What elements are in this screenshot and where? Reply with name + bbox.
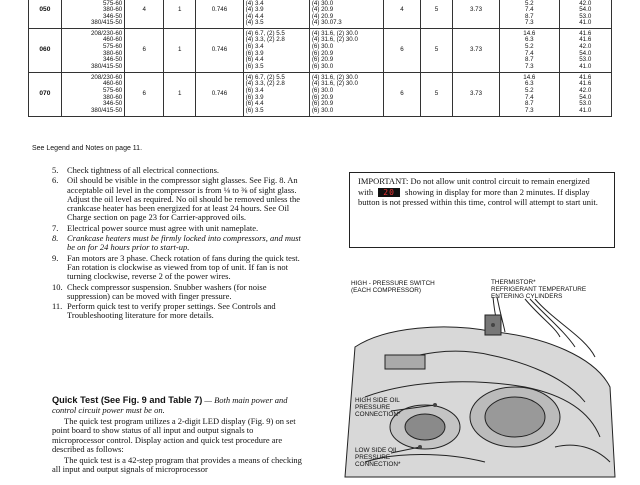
table-cell-f1: [500, 73, 559, 117]
table-cell-line: (4) 3.3, (2) 2.8: [245, 36, 285, 44]
label-low-side-oil: LOW SIDE OIL PRESSURE CONNECTION*: [355, 447, 401, 468]
table-cell-line: 14.6: [523, 73, 536, 81]
table-cell-model: 050: [29, 0, 62, 29]
table-cell-line: (6) 20.9: [311, 100, 334, 108]
table-cell-c3: 0.746: [196, 29, 243, 73]
table-cell-line: 5.2: [524, 0, 534, 7]
table-cell-line: (4) 31.6, (2) 30.0: [311, 36, 358, 44]
table-cell-line: (6) 20.9: [311, 49, 334, 57]
checklist-item-number: 11.: [52, 301, 63, 312]
table-cell-c2: 1: [164, 29, 196, 73]
table-cell-line: 41.0: [579, 62, 592, 70]
quick-test-subtitle: — Both main power and control circuit power must be on.: [52, 395, 288, 415]
table-cell-line: (4) 3.3, (2) 2.8: [245, 80, 285, 88]
important-text-a: IMPORTANT: Do not allow unit control circuit to remain energized with: [358, 176, 590, 197]
table-cell-line: 380-60: [102, 49, 123, 57]
table-cell-c5: 5: [421, 29, 453, 73]
table-cell-line: 7.3: [524, 19, 534, 27]
table-cell-model: 070: [29, 73, 62, 117]
table-cell-line: (4) 6.7, (2) 5.5: [245, 29, 285, 37]
table-cell-line: 7.3: [524, 106, 534, 114]
electrical-data-table: [28, 0, 612, 117]
table-cell-f1: [500, 0, 559, 29]
checklist-item-number: 7.: [52, 222, 59, 233]
important-text-b: showing in display for more than 2 minutes. If display button is not pressed within this time, control will attempt to start unit.: [358, 186, 598, 208]
table-cell-line: 380/415-50: [90, 62, 123, 70]
quick-test-heading: [52, 396, 307, 415]
table-cell-line: (6) 30.0: [311, 106, 334, 114]
checklist-item-number: 5.: [52, 165, 59, 175]
table-cell-line: (6) 3.4: [245, 42, 264, 50]
table-cell-c4: 6: [383, 29, 420, 73]
table-cell-line: 8.7: [524, 56, 534, 64]
table-cell-line: (4) 3.9: [245, 6, 264, 14]
table-cell-line: (4) 30.0: [311, 0, 334, 7]
label-high-side-oil: HIGH SIDE OIL PRESSURE CONNECTION*: [355, 397, 401, 418]
quick-test-paragraph-2: The quick test is a 42-step program that provides a means of checking all input and output signals of microprocessor: [52, 455, 302, 475]
table-cell-line: 8.7: [524, 100, 534, 108]
table-cell-fla: [243, 0, 309, 29]
table-cell-c6: 3.73: [452, 73, 499, 117]
table-cell-c5: 5: [421, 0, 453, 29]
table-cell-line: (6) 3.5: [245, 106, 264, 114]
table-cell-f2: [559, 73, 611, 117]
table-cell-line: (4) 31.6, (2) 30.0: [311, 73, 358, 81]
checklist-item-text: Oil should be visible in the compressor sight glasses. See Fig. 8. An acceptable oil level in the compressor is from ⅛ to ⅜ of sight glass. Adjust the oil level as required. No oil should be removed unless the crankcase heater has been energized for at least 24 hours. See Oil Charge section on page 23 for Carrier-approved oils.: [67, 175, 300, 223]
table-cell-c3: 0.746: [196, 73, 243, 117]
table-cell-line: 41.0: [579, 106, 592, 114]
table-cell-line: (6) 4.4: [245, 56, 264, 64]
table-cell-line: 346-50: [102, 100, 123, 108]
table-cell-voltages: [61, 29, 124, 73]
table-row: [29, 0, 612, 29]
table-cell-c1: 6: [125, 73, 164, 117]
table-cell-line: (6) 3.9: [245, 49, 264, 57]
important-notice-box: [349, 172, 615, 248]
table-cell-c2: 1: [164, 73, 196, 117]
table-cell-line: (4) 20.9: [311, 6, 334, 14]
table-cell-line: 41.6: [579, 73, 592, 81]
table-cell-line: 575-60: [102, 86, 123, 94]
table-cell-lra: [309, 29, 383, 73]
table-cell-line: (6) 30.0: [311, 62, 334, 70]
table-cell-line: (4) 4.4: [245, 12, 264, 20]
table-cell-line: (6) 20.9: [311, 93, 334, 101]
table-cell-line: (6) 3.9: [245, 93, 264, 101]
table-cell-line: 41.0: [579, 19, 592, 27]
table-cell-line: 8.7: [524, 12, 534, 20]
table-cell-line: 41.6: [579, 29, 592, 37]
table-cell-line: 460-60: [102, 80, 123, 88]
table-cell-line: (4) 3.4: [245, 0, 264, 7]
table-cell-line: 7.4: [524, 93, 534, 101]
table-row: [29, 73, 612, 117]
checklist-item-text: Fan motors are 3 phase. Check rotation of fans during the quick test. Fan rotation is clockwise as viewed from top of unit. If fan is not turning clockwise, reverse 2 of the power wires.: [67, 252, 300, 282]
table-cell-fla: [243, 73, 309, 117]
table-cell-line: 7.4: [524, 49, 534, 57]
table-cell-line: 41.6: [579, 80, 592, 88]
table-cell-c4: 4: [383, 0, 420, 29]
checklist-item: [52, 176, 307, 222]
table-cell-line: 42.0: [579, 86, 592, 94]
quick-test-paragraph-1: The quick test program utilizes a 2-digit LED display (Fig. 9) on set point board to show status of all input and output signals to microprocessor control. Display action and quick test procedure are described as follows:: [52, 416, 296, 454]
table-cell-line: (4) 30.07.3: [311, 19, 342, 27]
table-cell-line: (6) 4.4: [245, 100, 264, 108]
table-cell-line: 7.3: [524, 62, 534, 70]
table-cell-line: 460-60: [102, 36, 123, 44]
checklist-item: [52, 234, 307, 253]
table-cell-lra: [309, 0, 383, 29]
table-cell-model: 060: [29, 29, 62, 73]
table-cell-f1: [500, 29, 559, 73]
table-cell-c5: 5: [421, 73, 453, 117]
table-cell-line: 6.3: [524, 80, 534, 88]
table-cell-voltages: [61, 73, 124, 117]
checklist-item-number: 9.: [52, 252, 59, 263]
checklist-item-text: Check tightness of all electrical connections.: [67, 165, 220, 175]
table-cell-line: 54.0: [579, 6, 592, 14]
label-thermistor: THERMISTOR* REFRIGERANT TEMPERATURE ENTERING CYLINDERS: [491, 279, 587, 300]
table-cell-c1: 4: [125, 0, 164, 29]
checklist-item-text: Check compressor suspension. Snubber washers (for noise suppression) can be moved with finger pressure.: [67, 281, 267, 301]
table-cell-line: (4) 3.5: [245, 19, 264, 27]
table-cell-line: 53.0: [579, 100, 592, 108]
table-row: [29, 29, 612, 73]
table-cell-line: (6) 20.9: [311, 56, 334, 64]
led-display-icon: 20: [378, 188, 400, 197]
table-cell-line: (4) 31.6, (2) 30.0: [311, 29, 358, 37]
table-cell-fla: [243, 29, 309, 73]
compressor-figure: [325, 277, 635, 480]
table-cell-f2: [559, 29, 611, 73]
table-cell-c4: 6: [383, 73, 420, 117]
table-cell-c3: 0.746: [196, 0, 243, 29]
checklist-item-text: Electrical power source must agree with unit nameplate.: [67, 222, 259, 233]
checklist-item: [52, 283, 307, 302]
table-cell-c6: 3.73: [452, 29, 499, 73]
table-cell-line: 6.3: [524, 36, 534, 44]
checklist-item: [52, 224, 307, 233]
table-cell-lra: [309, 73, 383, 117]
table-cell-line: 346-50: [102, 56, 123, 64]
table-cell-line: 14.6: [523, 29, 536, 37]
checklist-item: [52, 166, 307, 175]
table-cell-line: 380-60: [102, 6, 123, 14]
checklist-item: [52, 302, 307, 321]
table-cell-line: (6) 3.4: [245, 86, 264, 94]
table-cell-line: (6) 30.0: [311, 42, 334, 50]
table-cell-line: 53.0: [579, 12, 592, 20]
table-cell-line: 41.6: [579, 36, 592, 44]
table-cell-line: (4) 6.7, (2) 5.5: [245, 73, 285, 81]
table-cell-line: 53.0: [579, 56, 592, 64]
table-cell-c6: 3.73: [452, 0, 499, 29]
table-cell-line: 54.0: [579, 49, 592, 57]
table-cell-f2: [559, 0, 611, 29]
checklist-item-number: 10.: [52, 281, 63, 292]
table-legend-note: See Legend and Notes on page 11.: [32, 145, 143, 152]
table-cell-c1: 6: [125, 29, 164, 73]
table-cell-line: 346-50: [102, 12, 123, 20]
table-cell-line: (4) 20.9: [311, 12, 334, 20]
table-cell-line: (6) 3.5: [245, 62, 264, 70]
table-cell-voltages: [61, 0, 124, 29]
checklist-item-number: 8.: [52, 233, 59, 244]
table-cell-line: (4) 31.6, (2) 30.0: [311, 80, 358, 88]
table-cell-line: 380/415-50: [90, 19, 123, 27]
table-cell-line: 380/415-50: [90, 106, 123, 114]
table-cell-line: 208/230-60: [90, 29, 123, 37]
checklist-item-number: 6.: [52, 175, 59, 186]
table-cell-line: (6) 30.0: [311, 86, 334, 94]
label-high-pressure-switch: HIGH - PRESSURE SWITCH (EACH COMPRESSOR): [351, 280, 435, 294]
table-cell-line: 575-60: [102, 0, 123, 7]
table-cell-line: 5.2: [524, 86, 534, 94]
table-cell-line: 575-60: [102, 42, 123, 50]
quick-test-title: Quick Test (See Fig. 9 and Table 7): [52, 395, 203, 405]
table-cell-line: 7.4: [524, 6, 534, 14]
table-cell-line: 208/230-60: [90, 73, 123, 81]
table-cell-line: 42.0: [579, 42, 592, 50]
checklist-item-text: Crankcase heaters must be firmly locked into compressors, and must be on for 24 hours prior to start-up.: [67, 233, 301, 253]
table-cell-c2: 1: [164, 0, 196, 29]
checklist-item-text: Perform quick test to verify proper settings. See Controls and Troubleshooting literature for more details.: [67, 301, 276, 321]
checklist-item: [52, 254, 307, 282]
table-cell-line: 42.0: [579, 0, 592, 7]
table-cell-line: 380-60: [102, 93, 123, 101]
startup-checklist: [52, 166, 307, 322]
table-cell-line: 54.0: [579, 93, 592, 101]
table-cell-line: 5.2: [524, 42, 534, 50]
